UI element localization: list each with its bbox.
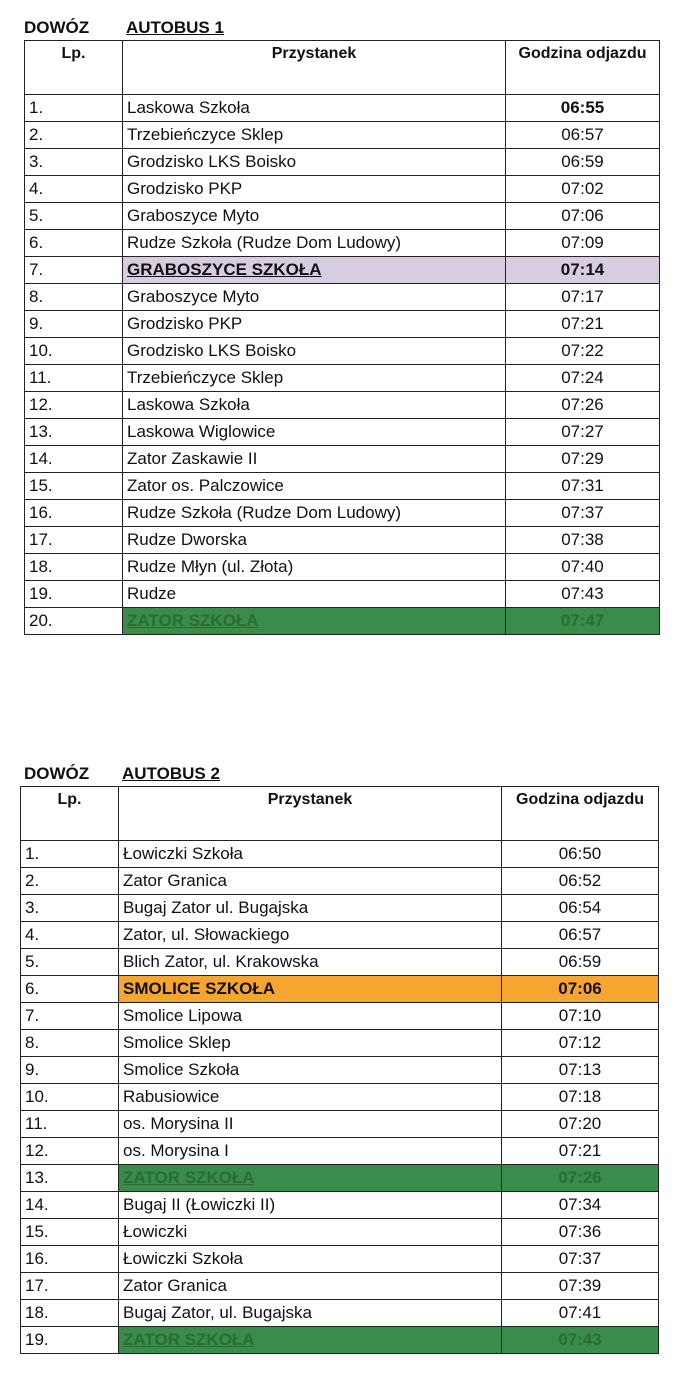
row-number: 8.: [25, 284, 123, 311]
table-row: [25, 230, 660, 257]
stop-name-text: Trzebieńczyce Sklep: [127, 368, 284, 387]
row-number: 19.: [25, 581, 123, 608]
stop-name: [119, 1003, 502, 1030]
column-header-stop: Przystanek: [123, 41, 506, 95]
stop-name: [123, 284, 506, 311]
stop-name-text: Rudze Młyn (ul. Złota): [127, 557, 294, 576]
stop-name-text: Zator Granica: [123, 871, 227, 890]
departure-time: 07:22: [506, 338, 660, 365]
departure-time: 07:12: [502, 1030, 659, 1057]
row-number: 11.: [21, 1111, 119, 1138]
stop-name: [123, 608, 506, 635]
column-header-time: Godzina odjazdu: [502, 787, 659, 841]
departure-time: 07:38: [506, 527, 660, 554]
table-row: [21, 976, 659, 1003]
departure-time: 06:57: [506, 122, 660, 149]
stop-name-text: os. Morysina I: [123, 1141, 229, 1160]
row-number: 10.: [25, 338, 123, 365]
stop-name: [119, 868, 502, 895]
table-row: [25, 284, 660, 311]
row-number: 15.: [21, 1219, 119, 1246]
table-row: [21, 1084, 659, 1111]
column-header-lp: Lp.: [25, 41, 123, 95]
departure-time: 07:14: [506, 257, 660, 284]
departure-time: 06:55: [506, 95, 660, 122]
table-row: [25, 95, 660, 122]
stop-name-text: os. Morysina II: [123, 1114, 234, 1133]
stop-name: [123, 419, 506, 446]
row-number: 1.: [21, 841, 119, 868]
stop-name-text: Graboszyce Myto: [127, 287, 260, 306]
stop-name: [119, 1030, 502, 1057]
stop-name-text: Bugaj II (Łowiczki II): [123, 1195, 276, 1214]
stop-name-text: Zator, ul. Słowackiego: [123, 925, 290, 944]
stop-name: [119, 1273, 502, 1300]
row-number: 18.: [25, 554, 123, 581]
row-number: 15.: [25, 473, 123, 500]
stop-name: [119, 1111, 502, 1138]
row-number: 3.: [25, 149, 123, 176]
row-number: 3.: [21, 895, 119, 922]
table-row: [21, 841, 659, 868]
stop-name-text: Rudze Szkoła (Rudze Dom Ludowy): [127, 503, 402, 522]
departure-time: 06:57: [502, 922, 659, 949]
row-number: 17.: [25, 527, 123, 554]
stop-name-text: GRABOSZYCE SZKOŁA: [127, 260, 322, 279]
table-row: [21, 949, 659, 976]
table-row: [25, 257, 660, 284]
departure-time: 07:31: [506, 473, 660, 500]
departure-time: 07:02: [506, 176, 660, 203]
stop-name-text: Rudze: [127, 584, 177, 603]
table-row: [21, 1219, 659, 1246]
table-row: [21, 1246, 659, 1273]
row-number: 12.: [21, 1138, 119, 1165]
row-number: 1.: [25, 95, 123, 122]
table-row: [25, 581, 660, 608]
bus2-header-row: [21, 787, 659, 841]
row-number: 5.: [25, 203, 123, 230]
stop-name-text: Laskowa Wiglowice: [127, 422, 276, 441]
departure-time: 06:59: [506, 149, 660, 176]
stop-name: [123, 338, 506, 365]
table-row: [25, 473, 660, 500]
table-row: [21, 1138, 659, 1165]
table-row: [21, 1273, 659, 1300]
stop-name-text: Laskowa Szkoła: [127, 98, 250, 117]
departure-time: 07:27: [506, 419, 660, 446]
stop-name-text: Smolice Lipowa: [123, 1006, 243, 1025]
row-number: 17.: [21, 1273, 119, 1300]
departure-time: 06:54: [502, 895, 659, 922]
row-number: 4.: [25, 176, 123, 203]
table-row: [25, 500, 660, 527]
row-number: 14.: [21, 1192, 119, 1219]
table-row: [25, 392, 660, 419]
table-row: [21, 1300, 659, 1327]
row-number: 4.: [21, 922, 119, 949]
row-number: 11.: [25, 365, 123, 392]
row-number: 19.: [21, 1327, 119, 1354]
table-row: [21, 1327, 659, 1354]
row-number: 13.: [25, 419, 123, 446]
stop-name: [119, 1327, 502, 1354]
stop-name-text: Łowiczki Szkoła: [123, 1249, 243, 1268]
departure-time: 07:09: [506, 230, 660, 257]
table-row: [25, 527, 660, 554]
departure-time: 07:37: [506, 500, 660, 527]
table-row: [25, 203, 660, 230]
stop-name-text: Bugaj Zator, ul. Bugajska: [123, 1303, 313, 1322]
bus1-section: [24, 18, 660, 635]
stop-name: [123, 122, 506, 149]
row-number: 20.: [25, 608, 123, 635]
departure-time: 07:43: [506, 581, 660, 608]
column-header-lp: Lp.: [21, 787, 119, 841]
stop-name: [123, 500, 506, 527]
stop-name-text: Łowiczki: [123, 1222, 188, 1241]
stop-name-text: ZATOR SZKOŁA: [123, 1168, 255, 1187]
stop-name: [119, 922, 502, 949]
departure-time: 07:13: [502, 1057, 659, 1084]
departure-time: 07:47: [506, 608, 660, 635]
stop-name: [123, 392, 506, 419]
bus1-bus-name: AUTOBUS 1: [126, 18, 224, 37]
row-number: 6.: [21, 976, 119, 1003]
stop-name: [123, 554, 506, 581]
stop-name-text: Graboszyce Myto: [127, 206, 260, 225]
stop-name: [119, 895, 502, 922]
stop-name-text: Zator Granica: [123, 1276, 227, 1295]
row-number: 6.: [25, 230, 123, 257]
stop-name-text: Smolice Szkoła: [123, 1060, 240, 1079]
departure-time: 07:06: [506, 203, 660, 230]
row-number: 18.: [21, 1300, 119, 1327]
table-row: [25, 122, 660, 149]
departure-time: 07:26: [506, 392, 660, 419]
departure-time: 07:36: [502, 1219, 659, 1246]
stop-name: [123, 230, 506, 257]
bus2-label: DOWÓZ: [24, 764, 90, 783]
stop-name: [119, 1057, 502, 1084]
row-number: 12.: [25, 392, 123, 419]
departure-time: 06:59: [502, 949, 659, 976]
column-header-time: Godzina odjazdu: [506, 41, 660, 95]
departure-time: 07:40: [506, 554, 660, 581]
stop-name: [119, 976, 502, 1003]
stop-name-text: Grodzisko LKS Boisko: [127, 152, 297, 171]
table-row: [21, 868, 659, 895]
bus1-label: DOWÓZ: [24, 18, 90, 37]
stop-name: [123, 311, 506, 338]
stop-name-text: Laskowa Szkoła: [127, 395, 250, 414]
stop-name: [119, 1138, 502, 1165]
stop-name-text: Zator os. Palczowice: [127, 476, 284, 495]
departure-time: 07:43: [502, 1327, 659, 1354]
bus2-heading: [20, 764, 659, 786]
stop-name-text: Rudze Dworska: [127, 530, 247, 549]
row-number: 8.: [21, 1030, 119, 1057]
table-row: [25, 176, 660, 203]
table-row: [21, 1030, 659, 1057]
row-number: 5.: [21, 949, 119, 976]
stop-name: [119, 949, 502, 976]
row-number: 7.: [25, 257, 123, 284]
row-number: 2.: [21, 868, 119, 895]
stop-name-text: SMOLICE SZKOŁA: [123, 979, 276, 998]
table-row: [25, 365, 660, 392]
departure-time: 07:29: [506, 446, 660, 473]
row-number: 10.: [21, 1084, 119, 1111]
bus1-header-row: [25, 41, 660, 95]
table-row: [25, 554, 660, 581]
departure-time: 07:24: [506, 365, 660, 392]
table-row: [25, 419, 660, 446]
stop-name-text: Smolice Sklep: [123, 1033, 231, 1052]
table-row: [25, 149, 660, 176]
departure-time: 07:06: [502, 976, 659, 1003]
departure-time: 07:21: [506, 311, 660, 338]
departure-time: 07:39: [502, 1273, 659, 1300]
stop-name: [119, 1300, 502, 1327]
row-number: 7.: [21, 1003, 119, 1030]
table-row: [21, 1111, 659, 1138]
table-row: [25, 311, 660, 338]
row-number: 16.: [21, 1246, 119, 1273]
stop-name: [119, 1165, 502, 1192]
row-number: 13.: [21, 1165, 119, 1192]
table-row: [25, 446, 660, 473]
stop-name-text: Trzebieńczyce Sklep: [127, 125, 284, 144]
stop-name: [123, 473, 506, 500]
row-number: 14.: [25, 446, 123, 473]
stop-name-text: Blich Zator, ul. Krakowska: [123, 952, 319, 971]
departure-time: 07:26: [502, 1165, 659, 1192]
table-row: [21, 895, 659, 922]
bus1-heading: [24, 18, 660, 40]
stop-name: [123, 149, 506, 176]
departure-time: 07:37: [502, 1246, 659, 1273]
departure-time: 06:52: [502, 868, 659, 895]
departure-time: 07:34: [502, 1192, 659, 1219]
row-number: 2.: [25, 122, 123, 149]
stop-name: [123, 257, 506, 284]
stop-name: [123, 365, 506, 392]
stop-name: [123, 527, 506, 554]
stop-name-text: Rabusiowice: [123, 1087, 220, 1106]
stop-name-text: Grodzisko PKP: [127, 179, 243, 198]
bus2-rows: [21, 841, 659, 1354]
stop-name: [123, 446, 506, 473]
table-row: [21, 1003, 659, 1030]
bus2-bus-name: AUTOBUS 2: [122, 764, 220, 783]
departure-time: 07:20: [502, 1111, 659, 1138]
bus2-section: [20, 764, 659, 1354]
stop-name-text: Rudze Szkoła (Rudze Dom Ludowy): [127, 233, 402, 252]
departure-time: 07:41: [502, 1300, 659, 1327]
stop-name: [119, 841, 502, 868]
stop-name-text: Grodzisko LKS Boisko: [127, 341, 297, 360]
departure-time: 07:17: [506, 284, 660, 311]
stop-name-text: Grodzisko PKP: [127, 314, 243, 333]
bus2-schedule-table: [20, 786, 659, 1354]
bus1-rows: [25, 95, 660, 635]
stop-name: [119, 1246, 502, 1273]
bus1-schedule-table: [24, 40, 660, 635]
table-row: [25, 608, 660, 635]
stop-name-text: ZATOR SZKOŁA: [127, 611, 259, 630]
stop-name-text: Zator Zaskawie II: [127, 449, 258, 468]
row-number: 16.: [25, 500, 123, 527]
stop-name-text: Łowiczki Szkoła: [123, 844, 243, 863]
stop-name: [119, 1192, 502, 1219]
table-row: [21, 922, 659, 949]
table-row: [21, 1192, 659, 1219]
stop-name-text: ZATOR SZKOŁA: [123, 1330, 255, 1349]
stop-name: [123, 203, 506, 230]
departure-time: 07:18: [502, 1084, 659, 1111]
stop-name: [123, 581, 506, 608]
row-number: 9.: [25, 311, 123, 338]
table-row: [21, 1165, 659, 1192]
stop-name: [119, 1084, 502, 1111]
stop-name: [119, 1219, 502, 1246]
table-row: [25, 338, 660, 365]
table-row: [21, 1057, 659, 1084]
departure-time: 07:10: [502, 1003, 659, 1030]
departure-time: 06:50: [502, 841, 659, 868]
departure-time: 07:21: [502, 1138, 659, 1165]
stop-name-text: Bugaj Zator ul. Bugajska: [123, 898, 309, 917]
row-number: 9.: [21, 1057, 119, 1084]
column-header-stop: Przystanek: [119, 787, 502, 841]
stop-name: [123, 95, 506, 122]
stop-name: [123, 176, 506, 203]
